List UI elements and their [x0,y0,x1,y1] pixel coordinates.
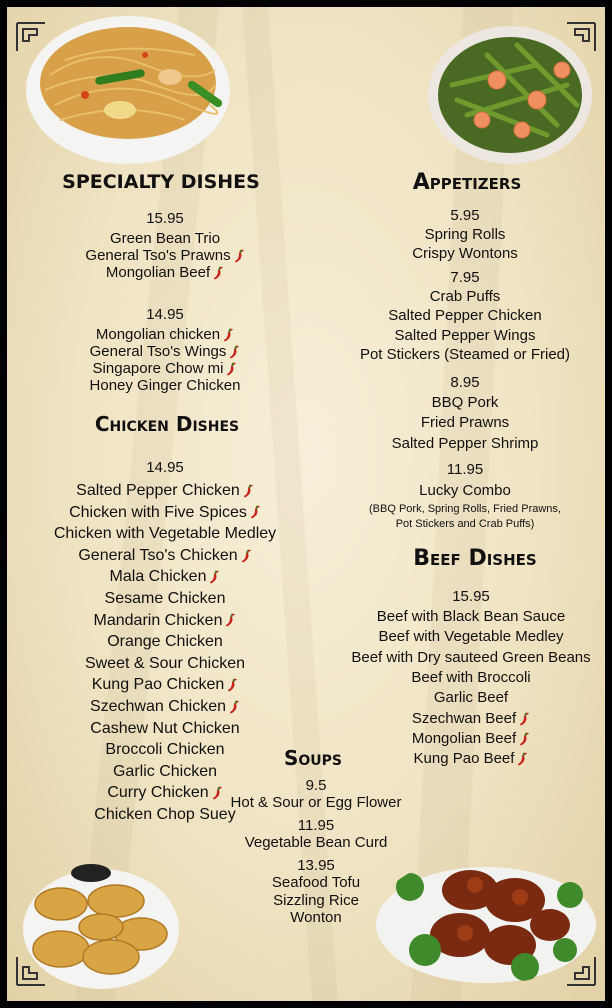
chili-pepper-icon [250,505,261,519]
appetizer-item [295,327,605,344]
noodles-photo [25,15,231,165]
soup-item [146,834,486,851]
appetizer-price-text: 5.95 [450,207,480,224]
beef-item [301,608,605,625]
soup-item-text: Seafood Tofu [271,874,361,891]
appetizer-item-text: Salted Pepper Chicken [388,307,542,324]
soup-item-text: Wonton [290,909,342,926]
beef-item-text: Beef with Black Bean Sauce [376,608,566,625]
appetizer-item-text: Pot Stickers (Steamed or Fried) [359,346,571,363]
soup-price [146,857,486,874]
chicken-item [7,568,335,586]
beef-item [301,669,605,686]
chicken-item-text: Salted Pepper Chicken [76,482,240,499]
chili-pepper-icon [229,345,240,359]
chicken-item-text: Mandarin Chicken [93,611,223,629]
chicken-item [7,525,335,543]
beef-item [301,730,605,747]
chicken-item-text: Chicken with Vegetable Medley [53,525,277,543]
beef-item [301,649,605,666]
chicken-item [7,547,335,565]
menu-page [7,7,605,1001]
chicken-item-text: Mala Chicken [109,568,207,586]
appetizer-item-text: Salted Pepper Shrimp [391,435,539,452]
chicken-price [7,459,335,476]
beef-item [301,750,605,767]
chicken-item [7,590,335,608]
chili-pepper-icon [213,266,224,280]
appetizer-note-text: (BBQ Pork, Spring Rolls, Fried Prawns, [369,503,561,515]
chicken-item [7,482,335,500]
chicken-item-text: Broccoli Chicken [105,741,225,759]
chili-pepper-icon [209,570,220,584]
specialty-item [7,360,335,377]
soup-item [146,794,486,811]
appetizer-item [295,435,605,452]
appetizer-item [295,482,605,499]
chicken-item [7,612,335,630]
specialty-item-text: Mongolian Beef [105,264,211,281]
soup-item [146,909,486,926]
chili-pepper-icon [519,712,530,726]
soup-price [146,777,486,794]
beef-item-text: Garlic Beef [433,689,509,707]
beef-price [301,588,605,605]
chicken-item [7,504,335,522]
appetizer-price-text: 11.95 [446,461,484,478]
specialty-item [7,247,335,264]
chili-pepper-icon [223,328,234,342]
specialty-price [7,210,335,227]
beef-dishes-heading: Beef Dishes [413,546,537,571]
green-beans-shrimp-photo [427,25,593,165]
specialty-item [7,343,335,360]
chicken-dishes-heading: Chicken Dishes [94,412,240,436]
specialty-item-text: Honey Ginger Chicken [89,377,241,394]
specialty-item [7,377,335,394]
specialty-item [7,326,335,343]
appetizer-item [295,245,605,262]
specialty-price-text: 14.95 [146,306,184,323]
appetizer-item [295,346,605,363]
appetizer-price [295,461,605,478]
appetizer-item [295,226,605,243]
beef-item-text: Szechwan Beef [411,709,517,727]
appetizer-price-text: 8.95 [450,374,480,391]
chili-pepper-icon [241,549,252,563]
soup-item-text: Sizzling Rice [273,892,359,909]
appetizer-item [295,307,605,324]
beef-item [301,628,605,645]
chicken-item [7,698,335,716]
chicken-price-text: 14.95 [146,459,184,476]
chili-pepper-icon [229,700,240,714]
appetizer-item-text: Fried Prawns [420,414,510,431]
chili-pepper-icon [225,613,236,627]
chicken-item-text: Cashew Nut Chicken [90,719,240,737]
chili-pepper-icon [519,732,530,746]
beef-item-text: Mongolian Beef [411,729,517,747]
beef-item-text: Kung Pao Beef [413,750,515,768]
appetizer-item [295,288,605,305]
chicken-item [7,741,335,759]
soup-price-text: 13.95 [297,857,335,874]
appetizer-item-text: Crispy Wontons [412,245,518,262]
specialty-item-text: Singapore Chow mi [92,360,224,377]
chicken-item-text: Garlic Chicken [112,762,218,780]
soup-item [146,874,486,891]
specialty-item-text: General Tso's Prawns [85,247,231,264]
chicken-item-text: General Tso's Chicken [78,546,238,564]
appetizer-note-text: Pot Stickers and Crab Puffs) [395,518,535,530]
chili-pepper-icon [234,249,245,263]
specialty-item [7,230,335,247]
soup-price [146,817,486,834]
appetizer-item-text: Crab Puffs [429,288,501,305]
beef-item-text: Beef with Vegetable Medley [378,628,564,646]
chili-pepper-icon [226,362,237,376]
appetizer-item [295,394,605,411]
beef-price-text: 15.95 [452,588,490,605]
soup-item [146,892,486,909]
chili-pepper-icon [227,678,238,692]
chicken-item [7,633,335,651]
beef-item-text: Beef with Broccoli [411,668,531,686]
soup-price-text: 11.95 [297,817,335,834]
chicken-item-text: Szechwan Chicken [89,698,227,715]
chicken-item [7,655,335,673]
appetizer-price [295,269,605,286]
specialty-item-text: Mongolian chicken [95,326,221,343]
appetizer-item-text: BBQ Pork [431,394,499,411]
chicken-item-text: Kung Pao Chicken [91,676,225,694]
chicken-item-text: Chicken with Five Spices [69,503,247,521]
chicken-item-text: Sweet & Sour Chicken [84,654,246,672]
chili-pepper-icon [243,484,254,498]
appetizer-price-text: 7.95 [450,269,480,286]
specialty-item-text: Green Bean Trio [109,230,221,247]
appetizer-price [295,374,605,391]
specialty-item-text: General Tso's Wings [89,343,227,360]
soups-heading: Soups [283,746,343,770]
specialty-price [7,306,335,323]
appetizer-price [295,207,605,224]
chicken-item [7,676,335,694]
chicken-item-text: Curry Chicken [107,784,209,802]
appetizer-item [295,414,605,431]
soup-item-text: Vegetable Bean Curd [244,834,388,851]
chicken-item-text: Chicken Chop Suey [94,806,236,823]
specialty-dishes-heading: SPECIALTY DISHES [62,171,260,193]
beef-item [301,689,605,706]
appetizers-heading: Appetizers [412,170,522,195]
chili-pepper-icon [517,752,528,766]
appetizer-item-text: Spring Rolls [424,226,506,243]
chicken-item [7,720,335,738]
specialty-item [7,264,335,281]
beef-item [301,710,605,727]
soup-price-text: 9.5 [305,777,327,794]
specialty-price-text: 15.95 [146,210,184,227]
appetizer-note [295,518,605,530]
appetizer-item-text: Salted Pepper Wings [394,327,536,344]
soup-item-text: Hot & Sour or Egg Flower [230,794,402,811]
appetizer-item-text: Lucky Combo [419,482,511,499]
chicken-item-text: Orange Chicken [107,633,223,651]
appetizer-note [295,503,605,515]
beef-item-text: Beef with Dry sauteed Green Beans [351,648,591,666]
chicken-item-text: Sesame Chicken [104,590,226,607]
